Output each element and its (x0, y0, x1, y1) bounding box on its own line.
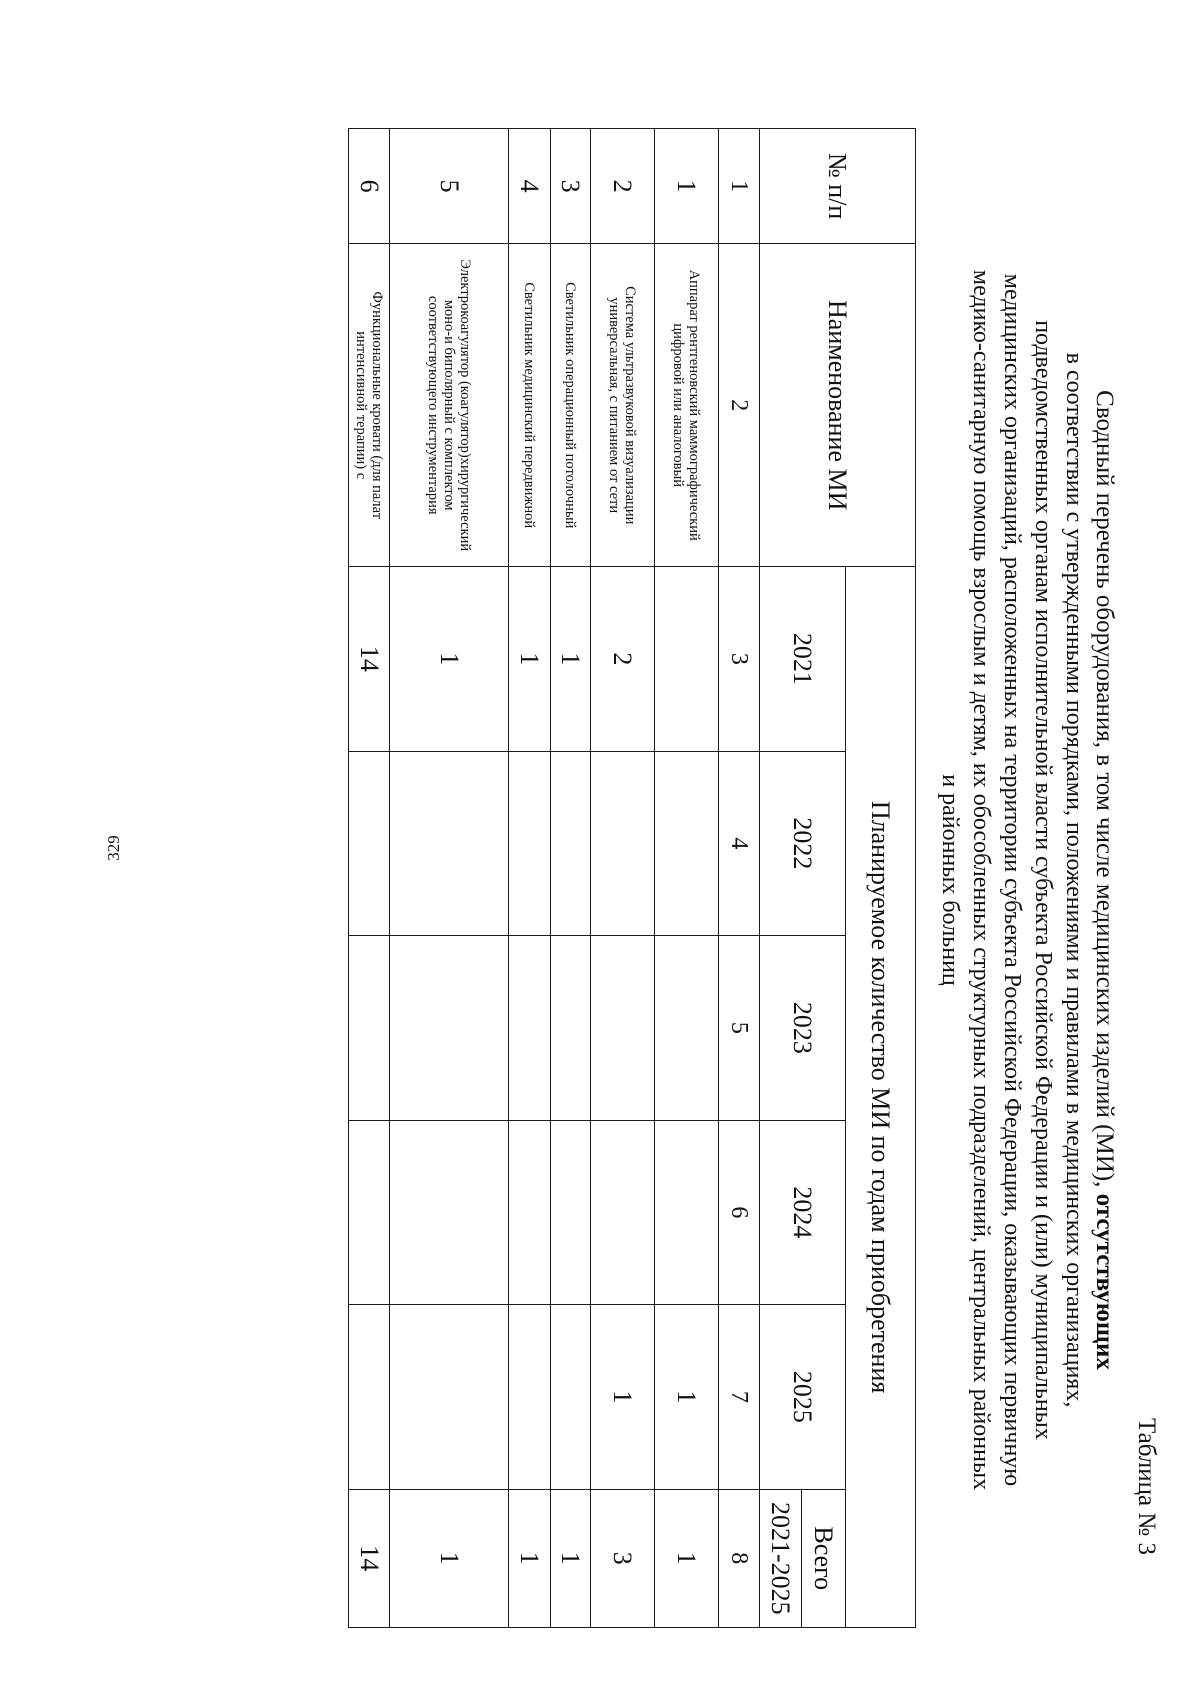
row-2021: 1 (509, 567, 551, 751)
row-total: 14 (349, 1489, 390, 1627)
table-row (591, 129, 655, 1628)
row-num: 1 (655, 129, 719, 244)
table-row (551, 129, 591, 1628)
row-num: 4 (509, 129, 551, 244)
row-num: 2 (591, 129, 655, 244)
landscape-page (220, 110, 1160, 1650)
row-2021: 14 (349, 567, 390, 751)
row-2021: 2 (591, 567, 655, 751)
header-total-range: 2021-2025 (760, 1489, 802, 1627)
row-name: Функциональные кровати (для палат интенсивной терапии) с (349, 244, 390, 567)
row-name: Электрокоагулятор (коагулятор)хирургический моно-и биполярный с комплектом соответствующего инструментария (390, 244, 509, 567)
row-total: 3 (591, 1489, 655, 1627)
row-2025 (390, 1305, 509, 1489)
row-2024 (390, 1120, 509, 1304)
row-num: 5 (390, 129, 509, 244)
equipment-table (348, 128, 916, 1628)
heading-line-5: и районных больниц (937, 774, 963, 986)
column-number: 7 (719, 1305, 760, 1489)
header-planned: Планируемое количество МИ по годам приобретения (846, 567, 916, 1628)
column-number: 6 (719, 1120, 760, 1304)
header-year-2024: 2024 (760, 1120, 846, 1304)
row-2022 (509, 751, 551, 935)
row-2022 (591, 751, 655, 935)
row-2025: 1 (591, 1305, 655, 1489)
heading-title (1089, 200, 1120, 1560)
header-total: Всего (802, 1489, 846, 1627)
column-number: 2 (719, 244, 760, 567)
row-2022 (349, 751, 390, 935)
row-2023 (551, 936, 591, 1120)
row-name: Светильник операционный потолочный (551, 244, 591, 567)
row-name: Система ультразвуковой визуализации универсальная, с питанием от сети (591, 244, 655, 567)
row-2024 (655, 1120, 719, 1304)
heading-line-1: в соответствии с утвержденными порядками, положениями и правилами в медицинских организациях, (1061, 352, 1087, 1408)
row-total: 1 (551, 1489, 591, 1627)
header-year-2023: 2023 (760, 936, 846, 1120)
table-row (349, 129, 390, 1628)
table-label: Таблица № 3 (1133, 1417, 1160, 1555)
row-total: 1 (390, 1489, 509, 1627)
table-row (509, 129, 551, 1628)
row-2025 (349, 1305, 390, 1489)
heading-title-start: Сводный перечень оборудования, в том числе медицинских изделий (МИ), (1091, 390, 1118, 1194)
heading-line-2: подведомственных органам исполнительной власти субъекта Российской Федерации и (или) муниципальных (1030, 320, 1056, 1440)
row-total: 1 (655, 1489, 719, 1627)
row-2024 (349, 1120, 390, 1304)
row-num: 6 (349, 129, 390, 244)
column-number: 5 (719, 936, 760, 1120)
row-2024 (551, 1120, 591, 1304)
row-2023 (390, 936, 509, 1120)
row-2022 (390, 751, 509, 935)
row-2021 (655, 567, 719, 751)
row-2021: 1 (551, 567, 591, 751)
heading-title-bold: отсутствующих (1091, 1193, 1118, 1370)
page-number: 329 (104, 835, 123, 861)
row-2021: 1 (390, 567, 509, 751)
header-year-2022: 2022 (760, 751, 846, 935)
row-2023 (591, 936, 655, 1120)
row-2025 (509, 1305, 551, 1489)
row-total: 1 (509, 1489, 551, 1627)
header-year-2025: 2025 (760, 1305, 846, 1489)
column-number: 3 (719, 567, 760, 751)
column-number: 8 (719, 1489, 760, 1627)
row-2025 (551, 1305, 591, 1489)
row-2022 (551, 751, 591, 935)
column-number: 1 (719, 129, 760, 244)
row-name: Светильник медицинский передвижной (509, 244, 551, 567)
row-2025: 1 (655, 1305, 719, 1489)
document-heading (934, 200, 1120, 1560)
row-2023 (509, 936, 551, 1120)
row-num: 3 (551, 129, 591, 244)
column-number-row (719, 129, 760, 1628)
heading-line-4: медико-санитарную помощь взрослым и детям, их обособленных структурных подразделений, центральных районных (968, 269, 994, 1491)
row-2024 (591, 1120, 655, 1304)
row-name: Аппарат рентгеновский маммографический цифровой или аналоговый (655, 244, 719, 567)
row-2022 (655, 751, 719, 935)
row-2023 (349, 936, 390, 1120)
table-row (390, 129, 509, 1628)
row-2023 (655, 936, 719, 1120)
column-number: 4 (719, 751, 760, 935)
header-num: № п/п (760, 129, 916, 244)
heading-line-3: медицинских организаций, расположенных на территории субъекта Российской Федерации, оказывающих первичную (999, 273, 1025, 1487)
header-name: Наименование МИ (760, 244, 916, 567)
table-row (655, 129, 719, 1628)
row-2024 (509, 1120, 551, 1304)
header-year-2021: 2021 (760, 567, 846, 751)
